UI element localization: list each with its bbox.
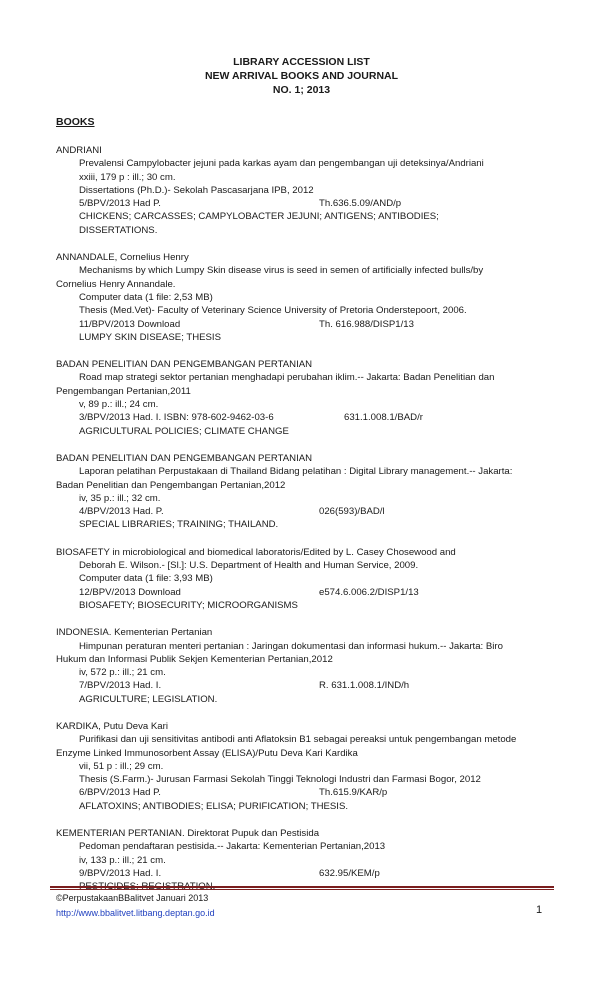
- entry-call-number: 632.95/KEM/p: [319, 867, 380, 879]
- accession-list: [56, 144, 556, 908]
- entry-accession-row: [56, 318, 556, 331]
- footer-divider-thin: [50, 889, 554, 890]
- entry-title: Mechanisms by which Lumpy Skin disease virus is seed in semen of artificially infected bulls/by: [79, 265, 484, 277]
- list-item: [56, 358, 556, 438]
- list-item: [56, 626, 556, 706]
- entry-title: Prevalensi Campylobacter jejuni pada karkas ayam dan pengembangan uji deteksinya/Andriani: [79, 158, 484, 170]
- entry-subjects: BIOSAFETY; BIOSECURITY; MICROORGANISMS: [79, 599, 298, 611]
- entry-accession-number: 7/BPV/2013 Had. I.: [79, 680, 162, 692]
- entry-author: BADAN PENELITIAN DAN PENGEMBANGAN PERTANIAN: [56, 359, 313, 371]
- page-number: 1: [536, 904, 543, 916]
- entry-physical-description: v, 89 p.: ill.; 24 cm.: [79, 399, 159, 411]
- entry-accession-row: [56, 197, 556, 210]
- entry-author: ANNANDALE, Cornelius Henry: [56, 252, 189, 264]
- entry-accession-row: [56, 867, 556, 880]
- list-item: [56, 452, 556, 532]
- entry-title-continued: Badan Penelitian dan Pengembangan Pertanian,2012: [56, 479, 286, 491]
- entry-author: ANDRIANI: [56, 145, 102, 156]
- entry-title-continued: Enzyme Linked Immunosorbent Assay (ELISA)/Putu Deva Kari Kardika: [56, 747, 358, 759]
- entry-call-number: Th.636.5.09/AND/p: [319, 198, 402, 210]
- entry-call-number: 631.1.008.1/BAD/r: [344, 412, 423, 424]
- list-item: [56, 827, 556, 893]
- list-item: [56, 251, 556, 344]
- entry-title: Road map strategi sektor pertanian menghadapi perubahan iklim.-- Jakarta: Badan Penelitian dan: [79, 372, 495, 384]
- footer-divider: [50, 886, 554, 888]
- entry-physical-description: xxiii, 179 p : ill.; 30 cm.: [79, 171, 176, 183]
- entry-title: Laporan pelatihan Perpustakaan di Thailand Bidang pelatihan : Digital Library management.-- Jakarta:: [79, 466, 513, 478]
- header-line-3: NO. 1; 2013: [272, 84, 331, 96]
- entry-physical-description: vii, 51 p : ill.; 29 cm.: [79, 760, 164, 772]
- entry-title: Purifikasi dan uji sensitivitas antibodi anti Aflatoksin B1 sebagai pereaksi untuk pengembangan metode: [79, 734, 517, 746]
- entry-call-number: e574.6.006.2/DISP1/13: [319, 586, 419, 598]
- entry-author: KEMENTERIAN PERTANIAN. Direktorat Pupuk dan Pestisida: [56, 828, 320, 840]
- entry-author: KARDIKA, Putu Deva Kari: [56, 720, 168, 732]
- entry-note: Thesis (S.Farm.)- Jurusan Farmasi Sekolah Tinggi Teknologi Industri dan Farmasi Bogor, 2012: [79, 774, 481, 786]
- entry-accession-number: 6/BPV/2013 Had P.: [79, 787, 161, 799]
- entry-physical-description: Computer data (1 file: 3,93 MB): [79, 573, 213, 585]
- header-line-2: NEW ARRIVAL BOOKS AND JOURNAL: [204, 70, 399, 82]
- entry-accession-row: [56, 411, 556, 424]
- entry-subjects: LUMPY SKIN DISEASE; THESIS: [79, 331, 221, 343]
- entry-subjects: CHICKENS; CARCASSES; CAMPYLOBACTER JEJUNI; ANTIGENS; ANTIBODIES;: [79, 211, 439, 223]
- entry-subjects: AGRICULTURAL POLICIES; CLIMATE CHANGE: [79, 425, 289, 437]
- entry-accession-number: 3/BPV/2013 Had. I. ISBN: 978-602-9462-03-6: [79, 412, 274, 424]
- entry-physical-description: Computer data (1 file: 2,53 MB): [79, 291, 213, 303]
- entry-call-number: Th.615.9/KAR/p: [319, 787, 388, 799]
- footer-url-link[interactable]: http://www.bbalitvet.litbang.deptan.go.id: [56, 908, 215, 918]
- entry-call-number: Th. 616.988/DISP1/13: [319, 318, 414, 330]
- entry-subjects-continued: DISSERTATIONS.: [79, 224, 158, 236]
- footer-copyright: ©PerpustakaanBBalitvet Januari 2013: [56, 893, 209, 903]
- entry-accession-number: 11/BPV/2013 Download: [79, 318, 181, 330]
- entry-author: BIOSAFETY in microbiological and biomedical laboratoris/Edited by L. Casey Chosewood and: [56, 546, 456, 558]
- entry-author: BADAN PENELITIAN DAN PENGEMBANGAN PERTANIAN: [56, 452, 313, 464]
- entry-call-number: 026(593)/BAD/l: [319, 506, 385, 518]
- entry-note: Dissertations (Ph.D.)- Sekolah Pascasarjana IPB, 2012: [79, 184, 314, 196]
- entry-accession-number: 4/BPV/2013 Had. P.: [79, 506, 164, 518]
- entry-note: Thesis (Med.Vet)- Faculty of Veterinary Science University of Pretoria Onderstepoort, 2006.: [79, 305, 467, 317]
- section-title-books: BOOKS: [56, 116, 95, 128]
- entry-accession-number: 9/BPV/2013 Had. I.: [79, 867, 162, 879]
- entry-accession-row: [56, 679, 556, 692]
- list-item: [56, 546, 556, 612]
- entry-subjects: SPECIAL LIBRARIES; TRAINING; THAILAND.: [79, 519, 279, 531]
- entry-physical-description: iv, 35 p.: ill.; 32 cm.: [79, 492, 161, 504]
- entry-title: Himpunan peraturan menteri pertanian : Jaringan dokumentasi dan informasi hukum.-- Jakarta: Biro: [79, 640, 503, 652]
- entry-physical-description: iv, 133 p.: ill.; 21 cm.: [79, 854, 166, 866]
- entry-title: Pedoman pendaftaran pestisida.-- Jakarta: Kementerian Pertanian,2013: [79, 841, 386, 853]
- document-header: [0, 55, 603, 97]
- entry-subjects: AGRICULTURE; LEGISLATION.: [79, 693, 218, 705]
- entry-title-continued: Pengembangan Pertanian,2011: [56, 385, 191, 397]
- header-line-1: LIBRARY ACCESSION LIST: [233, 56, 370, 68]
- entry-title-continued: Cornelius Henry Annandale.: [56, 278, 176, 290]
- entry-accession-row: [56, 786, 556, 799]
- entry-subjects: AFLATOXINS; ANTIBODIES; ELISA; PURIFICATION; THESIS.: [79, 800, 349, 812]
- entry-call-number: R. 631.1.008.1/IND/h: [319, 680, 410, 692]
- list-item: [56, 720, 556, 813]
- list-item: [56, 144, 556, 237]
- entry-physical-description: iv, 572 p.: ill.; 21 cm.: [79, 667, 166, 679]
- entry-title-continued: Hukum dan Informasi Publik Sekjen Kementerian Pertanian,2012: [56, 653, 333, 665]
- entry-accession-number: 5/BPV/2013 Had P.: [79, 198, 161, 210]
- entry-accession-number: 12/BPV/2013 Download: [79, 586, 181, 598]
- entry-accession-row: [56, 586, 556, 599]
- entry-accession-row: [56, 505, 556, 518]
- entry-title: Deborah E. Wilson.- [Sl.]: U.S. Department of Health and Human Service, 2009.: [79, 560, 419, 572]
- entry-author: INDONESIA. Kementerian Pertanian: [56, 627, 213, 639]
